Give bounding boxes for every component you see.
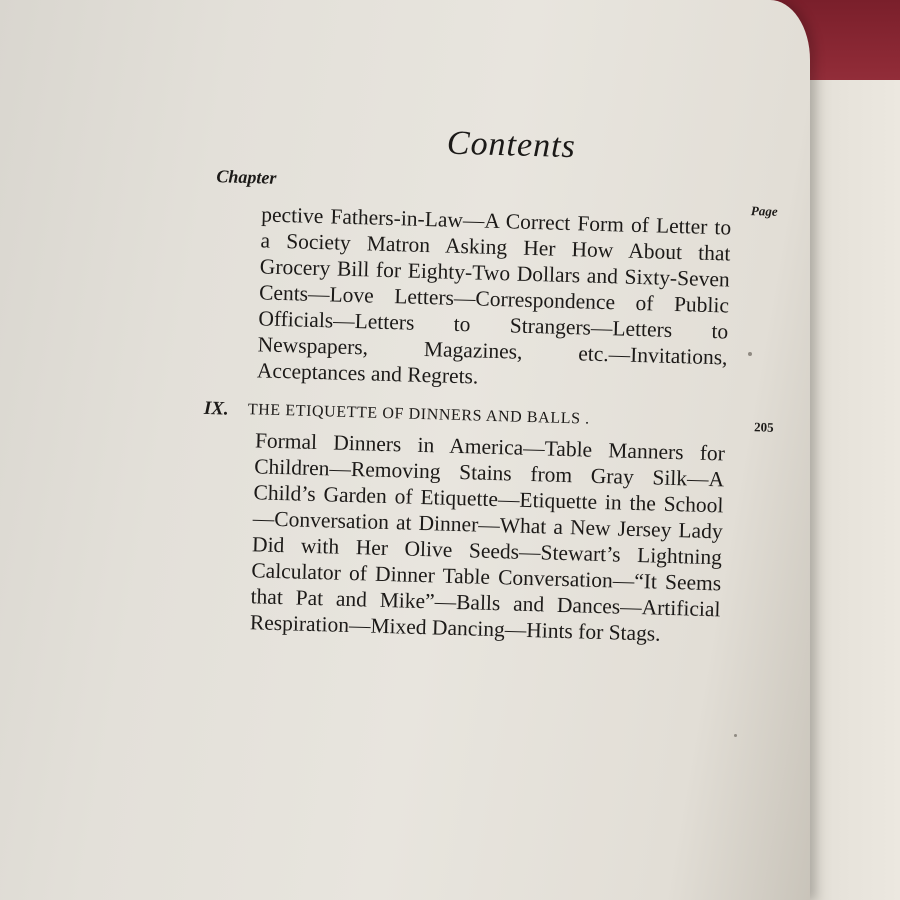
contents-block (198, 118, 778, 649)
chapter-column-label: Chapter (216, 166, 277, 188)
paper-speck (734, 734, 737, 737)
chapter-leader: . (584, 410, 591, 428)
chapter-title (248, 401, 590, 429)
right-page-edge (795, 80, 900, 900)
page-column-label: Page (750, 203, 778, 219)
chapter-description: Formal Dinners in America—Table Manners for Children—Removing Stains from Gray Silk—A Child’s Garden of Etiquette—Etiquette in the School—Conversation at Dinner—What a New Jersey Lady Did with Her Olive Seeds—Stewart’s Lightning Calculator of Dinner Table Conversation—“It Seems that Pat and Mike”—Balls and Dances—Artificial Respiration—Mixed Dancing—Hints for Stags. (249, 428, 726, 646)
paper-speck (748, 352, 752, 356)
continued-chapter-description: pective Fathers-in-Law—A Correct Form of Letter to a Society Matron Asking Her How About that Grocery Bill for Eighty-Two Dollars and Sixty-Seven Cents—Love Letters—Correspondence of Public Officials—Letters to Strangers—Letters to Newspapers, Magazines, etc.—Invitations, Acceptances and Regrets. (256, 202, 732, 389)
chapter-number: IX. (203, 397, 230, 420)
chapter-title-text: THE ETIQUETTE OF DINNERS AND BALLS (247, 401, 581, 428)
chapter-page-number: 205 (753, 419, 774, 435)
page-title: Contents (446, 124, 577, 166)
